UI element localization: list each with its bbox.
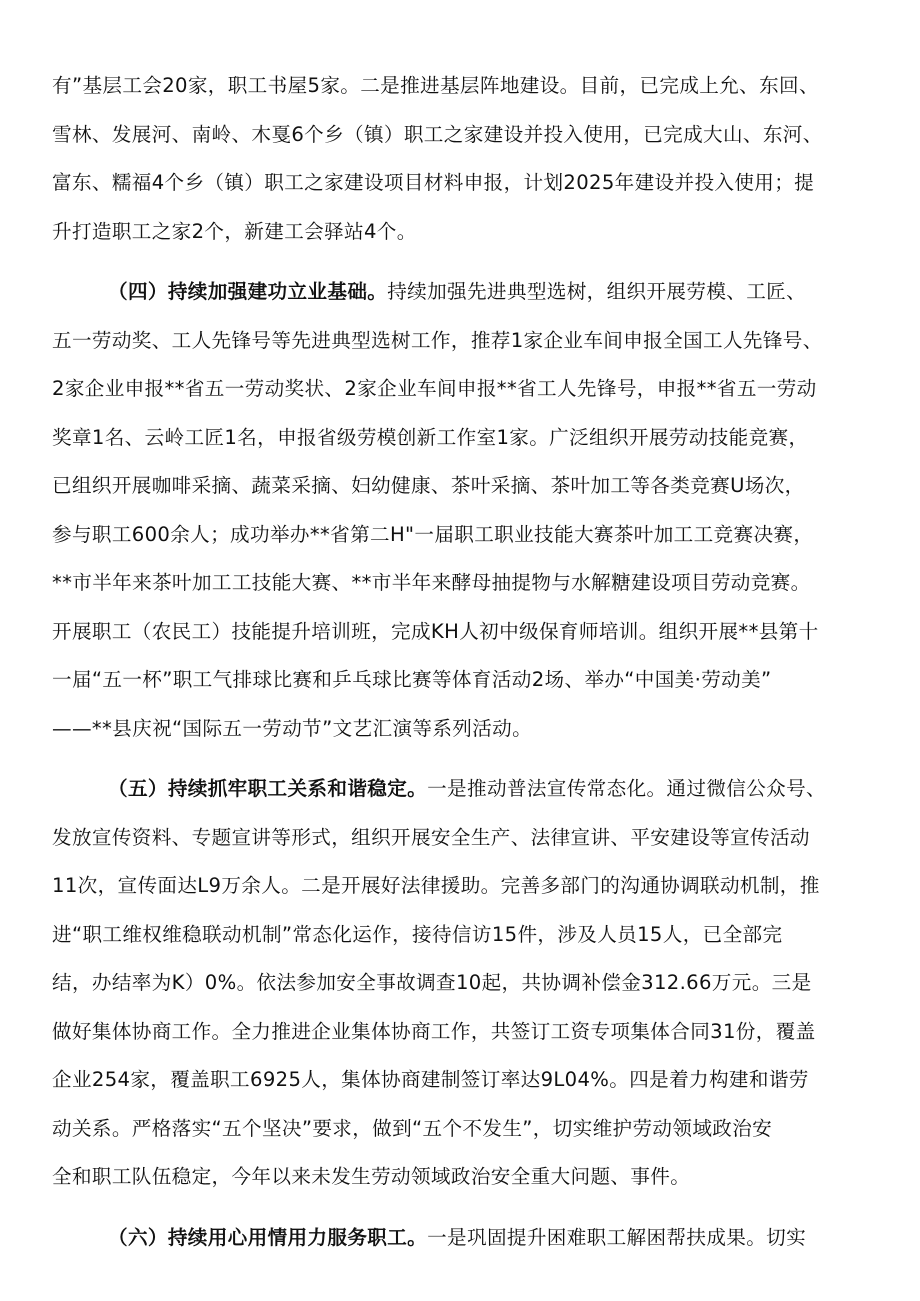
- section-5-intro-text: 一是推动普法宣传常态化。通过微信公众号、: [427, 777, 826, 800]
- section-6-heading: （六）持续用心用情用力服务职工。: [108, 1225, 428, 1249]
- text-line: 2家企业申报**省五一劳动奖状、2家企业车间申报**省工人先锋号，申报**省五一劳动: [52, 377, 817, 400]
- section-4-heading: （四）持续加强建功立业基础。: [108, 280, 388, 303]
- document-body: [52, 62, 882, 1262]
- section-6-first-line: [52, 1214, 882, 1263]
- section-5-heading: （五）持续抓牢职工关系和谐稳定。: [108, 777, 428, 800]
- text-line: 已组织开展咖啡采摘、蔬菜采摘、妇幼健康、茶叶采摘、茶叶加工等各类竞赛U场次，: [52, 474, 805, 497]
- text-line: **市半年来茶叶加工工技能大赛、**市半年来酵母抽提物与水解糖建设项目劳动竞赛。: [52, 571, 811, 594]
- text-line: 动关系。严格落实“五个坚决”要求，做到“五个不发生”，切实维护劳动领域政治安: [52, 1116, 773, 1140]
- section-4-paragraph: [52, 268, 882, 753]
- section-5-first-line: [52, 765, 882, 814]
- section-6-paragraph: [52, 1214, 882, 1263]
- text-line: 结，办结率为K）0%。依法参加安全事故调查10起，共协调补偿金312.66万元。三是: [52, 971, 812, 994]
- text-line: 一届“五一杯”职工气排球比赛和乒乓球比赛等体育活动2场、举办“中国美·劳动美”: [52, 668, 772, 691]
- text-line: 进“职工维权维稳联动机制”常态化运作，接待信访15件，涉及人员15人，已全部完: [52, 922, 783, 946]
- text-line: 有”基层工会20家，职工书屋5家。二是推进基层阵地建设。目前，已完成上允、东回、: [52, 74, 819, 97]
- section-5-paragraph: [52, 765, 882, 1202]
- section-6-intro-text: 一是巩固提升困难职工解困帮扶成果。切实: [427, 1225, 807, 1249]
- text-line: 五一劳动奖、工人先锋号等先进典型选树工作，推荐1家企业车间申报全国工人先锋号、: [52, 328, 823, 352]
- section-4-intro-text: 持续加强先进典型选树，组织开展劳模、工匠、: [387, 280, 807, 303]
- section-4-first-line: [52, 268, 882, 317]
- text-line: 11次，宣传面达L9万余人。二是开展好法律援助。完善多部门的沟通协调联动机制，推: [52, 874, 820, 897]
- text-line: ——**县庆祝“国际五一劳动节”文艺汇演等系列活动。: [52, 716, 533, 740]
- text-line: 开展职工（农民工）技能提升培训班，完成KH人初中级保育师培训。组织开展**县第十: [52, 619, 819, 643]
- text-line: 奖章1名、云岭工匠1名，申报省级劳模创新工作室1家。广泛组织开展劳动技能竞赛，: [52, 425, 809, 449]
- text-line: 做好集体协商工作。全力推进企业集体协商工作，共签订工资专项集体合同31份，覆盖: [52, 1019, 816, 1043]
- text-line: 升打造职工之家2个，新建工会驿站4个。: [52, 219, 417, 243]
- text-line: 发放宣传资料、专题宣讲等形式，组织开展安全生产、法律宣讲、平安建设等宣传活动: [52, 825, 810, 849]
- text-line: 全和职工队伍稳定，今年以来未发生劳动领域政治安全重大问题、事件。: [52, 1165, 691, 1188]
- text-line: 参与职工600余人；成功举办**省第二H"一届职工职业技能大赛茶叶加工工竞赛决赛，: [52, 522, 814, 546]
- text-line: 雪林、发展河、南岭、木戛6个乡（镇）职工之家建设并投入使用，已完成大山、东河、: [52, 122, 823, 146]
- text-line: 企业254家，覆盖职工6925人，集体协商建制签订率达9L04%。四是着力构建和谐劳: [52, 1068, 809, 1091]
- intro-paragraph: [52, 62, 882, 256]
- text-line: 富东、糯福4个乡（镇）职工之家建设项目材料申报，计划2025年建设并投入使用；提: [52, 171, 815, 194]
